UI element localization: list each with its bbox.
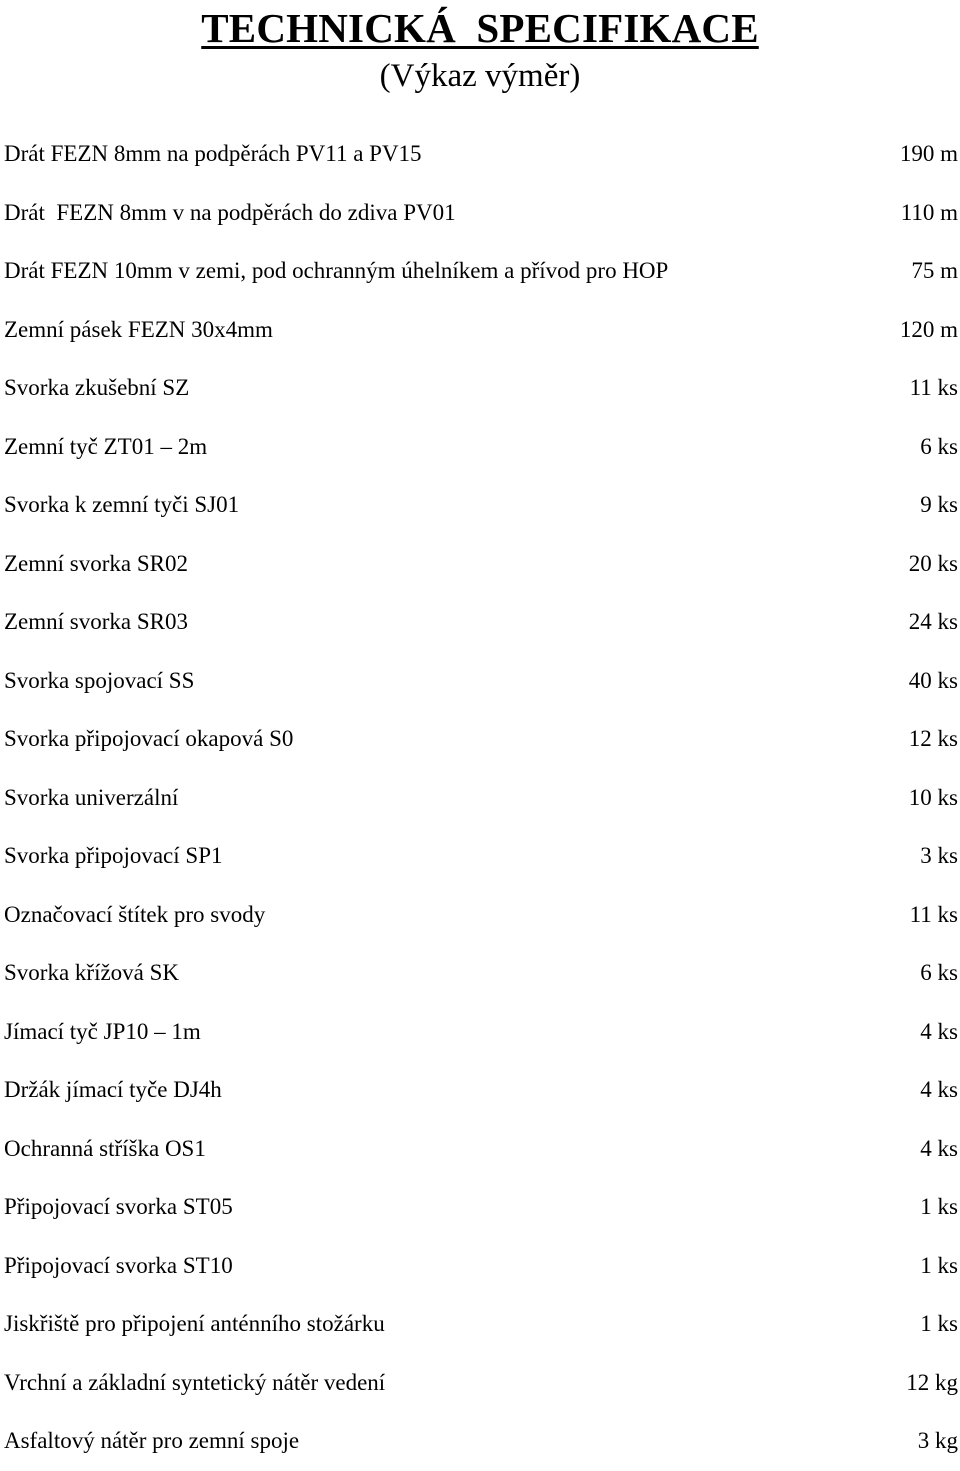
list-item <box>0 1120 960 1179</box>
item-name: Zemní pásek FEZN 30x4mm <box>4 316 273 342</box>
list-item <box>0 535 960 594</box>
item-quantity: 1 ks <box>920 1311 958 1336</box>
list-item <box>0 301 960 360</box>
list-item <box>0 1354 960 1413</box>
item-quantity: 12 ks <box>908 726 958 751</box>
list-item <box>0 1178 960 1237</box>
item-quantity: 75 m <box>911 258 958 283</box>
list-item <box>0 1295 960 1354</box>
list-item <box>0 944 960 1003</box>
item-name: Jiskřiště pro připojení anténního stožárku <box>4 1311 385 1336</box>
item-name: Označovací štítek pro svody <box>4 901 266 927</box>
list-item <box>0 827 960 886</box>
item-name: Svorka univerzální <box>4 784 179 810</box>
list-item <box>0 418 960 477</box>
list-item <box>0 476 960 535</box>
list-item <box>0 1412 960 1471</box>
item-quantity: 3 ks <box>920 843 958 868</box>
item-name: Zemní svorka SR02 <box>4 550 188 576</box>
list-item <box>0 710 960 769</box>
item-quantity: 4 ks <box>920 1018 958 1044</box>
document-title <box>0 2 960 54</box>
item-quantity: 10 ks <box>908 784 958 810</box>
list-item <box>0 242 960 301</box>
item-name: Drát FEZN 8mm v na podpěrách do zdiva PV01 <box>4 199 456 225</box>
item-name: Svorka k zemní tyči SJ01 <box>4 492 240 517</box>
document-title-text: TECHNICKÁ SPECIFIKACE <box>201 5 759 51</box>
item-name: Asfaltový nátěr pro zemní spoje <box>4 1428 300 1453</box>
item-name: Ochranná stříška OS1 <box>4 1135 206 1161</box>
list-item <box>0 769 960 828</box>
item-quantity: 24 ks <box>908 609 958 634</box>
item-name: Svorka křížová SK <box>4 960 180 985</box>
list-item <box>0 184 960 243</box>
item-quantity: 11 ks <box>909 375 958 400</box>
specification-list <box>0 125 960 1471</box>
item-name: Drát FEZN 8mm na podpěrách PV11 a PV15 <box>4 141 422 166</box>
item-quantity: 190 m <box>899 141 958 166</box>
list-item <box>0 1061 960 1120</box>
item-quantity: 4 ks <box>920 1135 958 1161</box>
item-name: Svorka připojovací okapová S0 <box>4 726 294 751</box>
item-name: Připojovací svorka ST05 <box>4 1194 233 1219</box>
item-name: Jímací tyč JP10 – 1m <box>4 1018 201 1044</box>
list-item <box>0 1003 960 1062</box>
item-quantity: 6 ks <box>920 960 958 985</box>
item-name: Svorka zkušební SZ <box>4 375 190 400</box>
item-name: Držák jímací tyče DJ4h <box>4 1077 222 1102</box>
item-quantity: 3 kg <box>917 1428 958 1453</box>
item-quantity: 4 ks <box>920 1077 958 1102</box>
item-quantity: 40 ks <box>908 667 958 693</box>
item-quantity: 20 ks <box>908 550 958 576</box>
item-name: Vrchní a základní syntetický nátěr vedení <box>4 1369 386 1395</box>
list-item <box>0 652 960 711</box>
item-name: Připojovací svorka ST10 <box>4 1252 233 1278</box>
document-subtitle: (Výkaz výměr) <box>379 58 581 94</box>
item-name: Zemní tyč ZT01 – 2m <box>4 433 208 459</box>
item-quantity: 1 ks <box>920 1194 958 1219</box>
item-name: Svorka spojovací SS <box>4 667 195 693</box>
list-item <box>0 886 960 945</box>
item-quantity: 120 m <box>899 316 958 342</box>
item-quantity: 110 m <box>900 199 958 225</box>
item-quantity: 12 kg <box>906 1369 958 1395</box>
item-quantity: 11 ks <box>909 901 958 927</box>
item-quantity: 1 ks <box>920 1252 958 1278</box>
item-name: Svorka připojovací SP1 <box>4 843 223 868</box>
item-quantity: 6 ks <box>920 433 958 459</box>
list-item <box>0 1237 960 1296</box>
item-quantity: 9 ks <box>920 492 958 517</box>
list-item <box>0 593 960 652</box>
item-name: Zemní svorka SR03 <box>4 609 188 634</box>
list-item <box>0 359 960 418</box>
item-name: Drát FEZN 10mm v zemi, pod ochranným úhelníkem a přívod pro HOP <box>4 258 669 283</box>
list-item <box>0 125 960 184</box>
